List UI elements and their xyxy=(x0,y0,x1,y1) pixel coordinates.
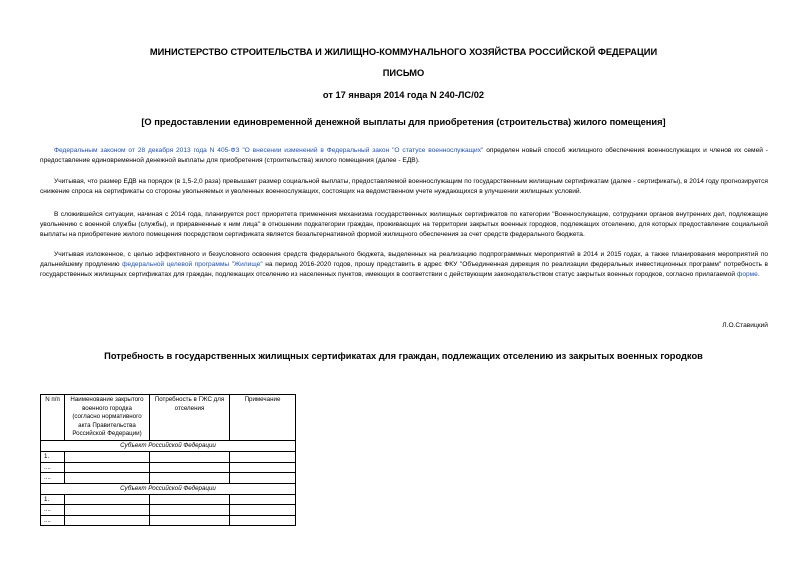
subject-line: [О предоставлении единовременной денежной выплаты для приобретения (строительства) жилого помещения] xyxy=(141,117,666,127)
header-note: Примечание xyxy=(230,395,296,441)
subject-row xyxy=(41,483,296,494)
paragraph-1-text: определен новый способ жилищного обеспечения военнослужащих и членов их семей - предоставление единовременной денежной выплаты для приобретения (строительства) жилого помещения (далее - ЕДВ). xyxy=(40,147,768,164)
table-header-row xyxy=(41,395,296,441)
row-mark: .... xyxy=(41,473,65,484)
subject-label: Субъект Российской Федерации xyxy=(41,483,296,494)
subject-row xyxy=(41,441,296,452)
header-need: Потребность в ГЖС для отселения xyxy=(150,395,230,441)
paragraph-4-end: . xyxy=(757,271,760,278)
table-row xyxy=(41,452,296,463)
row-mark: .... xyxy=(41,515,65,526)
table-row xyxy=(41,494,296,505)
paragraph-4-text-b: на период 2016-2020 годов, прошу представить в адрес ФКУ "Объединенная дирекция по реализации федеральных инвестиционных программ" потребность в государственных жилищных сертификатах для граждан, подлежащих отселению из населенных пунктов, имеющих в соответствии с действующим законодательством статус закрытых военных городков, согласно прилагаемой xyxy=(40,261,768,278)
federal-law-link[interactable]: Федеральным законом от 28 декабря 2013 года N 405-ФЗ "О внесении изменений в Федеральный закон "О статусе военнослужащих" xyxy=(54,147,484,154)
need-table xyxy=(40,394,296,526)
header-town-name: Наименование закрытого военного городка (согласно нормативного акта Правительства Российской Федерации) xyxy=(65,395,150,441)
program-zhilische-link[interactable]: федеральной целевой программы "Жилище" xyxy=(122,261,263,268)
paragraph-2: Учитывая, что размер ЕДВ на порядок (в 1,5-2,0 раза) превышает размер социальной выплаты, предоставляемой военнослужащим по государственным жилищным сертификатам (далее - сертификаты), в 2014 году прогнозируется снижение спроса на сертификаты со стороны увольняемых и уволенных военнослужащих, состоящих на ведомственном учете нуждающихся в улучшении жилищных условий. xyxy=(40,178,768,195)
paragraph-4 xyxy=(40,250,768,280)
table-row xyxy=(41,515,296,526)
row-mark: 1. xyxy=(41,494,65,505)
form-link[interactable]: форме xyxy=(736,271,758,278)
table-row xyxy=(41,462,296,473)
table-row xyxy=(41,473,296,484)
paragraph-1 xyxy=(40,146,768,166)
row-mark: .... xyxy=(41,505,65,516)
doc-type-heading: ПИСЬМО xyxy=(382,68,425,78)
subject-label: Субъект Российской Федерации xyxy=(41,441,296,452)
table-title: Потребность в государственных жилищных сертификатах для граждан, подлежащих отселению из закрытых военных городков xyxy=(104,351,703,361)
paragraph-3: В сложившейся ситуации, начиная с 2014 года, планируется рост приоритета применения механизма государственных жилищных сертификатов по категории "Военнослужащие, сотрудники органов внутренних дел, подлежащие увольнению с военной службы (службы), и приравненные к ним лица" в отношении подкатегории граждан, проживающих на территории закрытых военных городков, подлежащих отселению, для которых предоставление социальной выплаты на приобретение жилого помещения посредством сертификата является безальтернативной формой жилищного обеспечения за счет средств федерального бюджета. xyxy=(40,211,768,238)
row-mark: .... xyxy=(41,462,65,473)
row-mark: 1. xyxy=(41,452,65,463)
date-line: от 17 января 2014 года N 240-ЛС/02 xyxy=(322,90,485,100)
table-row xyxy=(41,505,296,516)
ministry-heading: МИНИСТЕРСТВО СТРОИТЕЛЬСТВА И ЖИЛИЩНО-КОММУНАЛЬНОГО ХОЗЯЙСТВА РОССИЙСКОЙ ФЕДЕРАЦИИ xyxy=(149,47,658,57)
header-number: N п/п xyxy=(41,395,65,441)
signature: Л.О.Ставицкий xyxy=(722,322,768,329)
paragraph-4-text-a: Учитывая изложенное, с целью эффективного и безусловного освоения средств федерального бюджета, выделенных на реализацию подпрограммных мероприятий в 2014 и 2015 годах, а также планирования мероприятий по дальнейшему продлению xyxy=(40,251,768,268)
